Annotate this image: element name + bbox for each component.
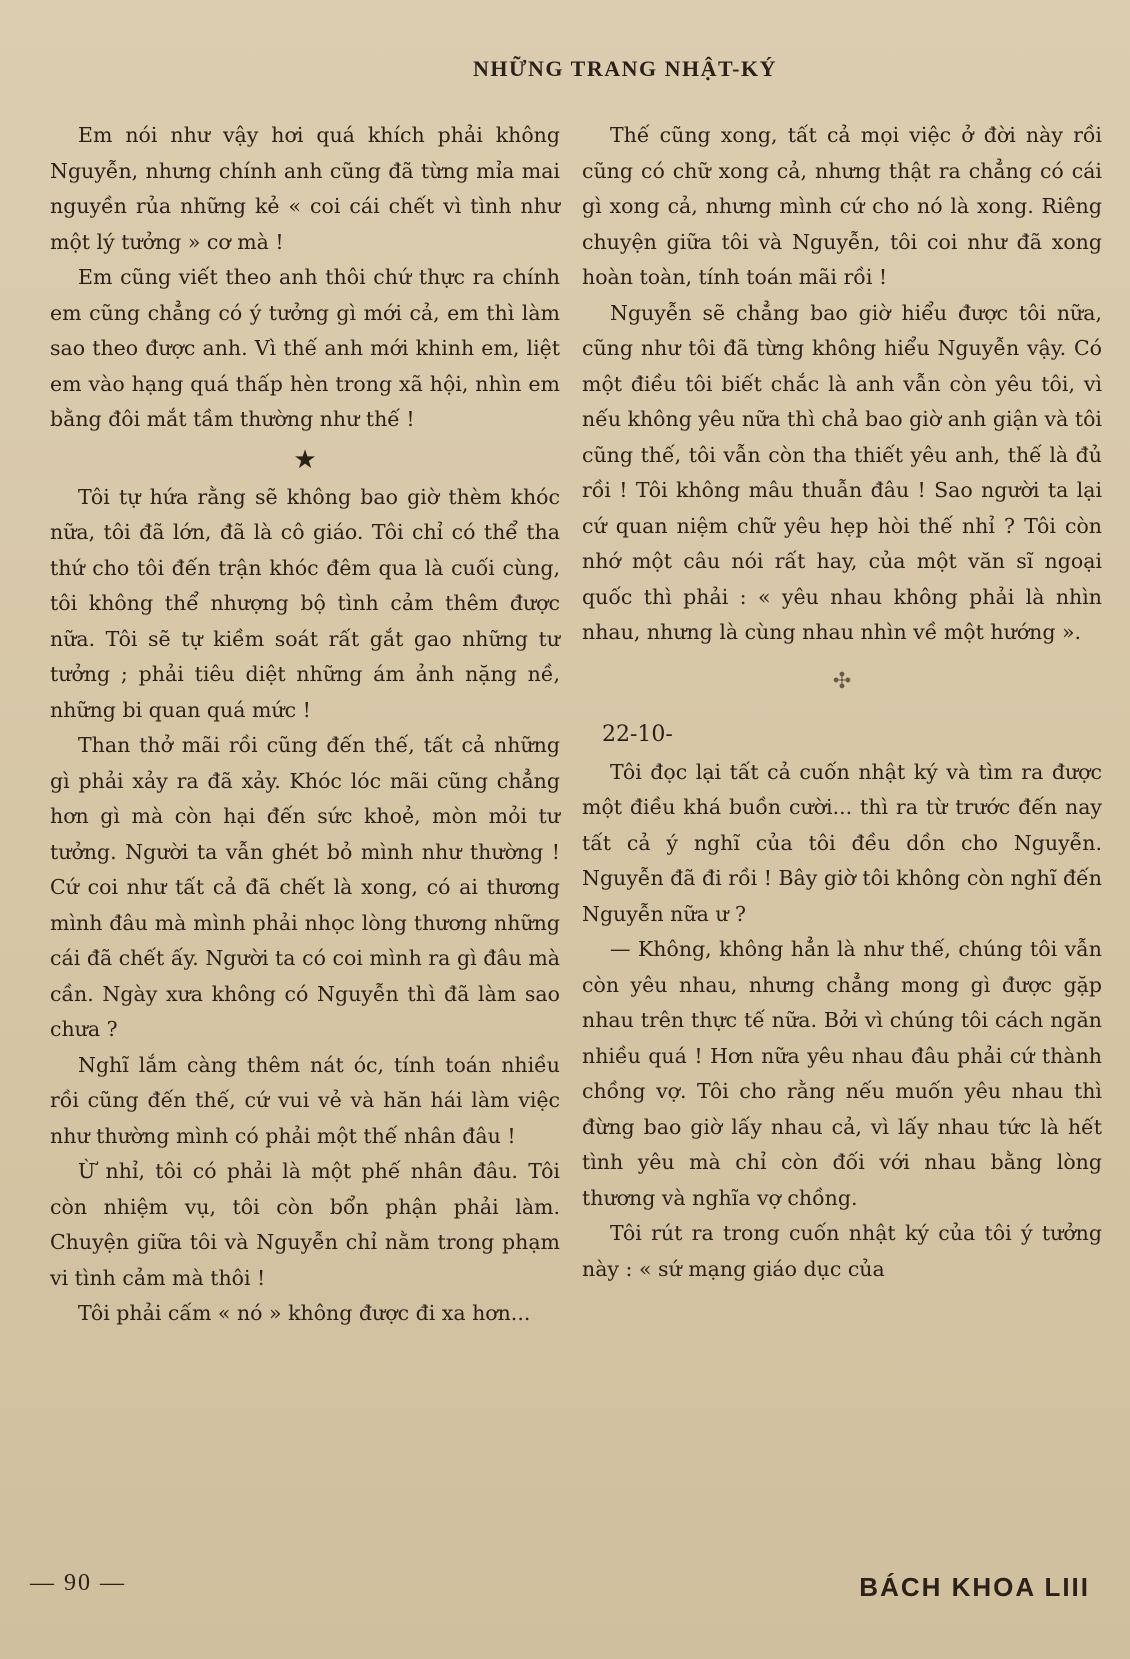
- paragraph: Tôi rút ra trong cuốn nhật ký của tôi ý tưởng này : « sứ mạng giáo dục của: [582, 1221, 1102, 1281]
- left-column: [50, 118, 560, 1332]
- paragraph: Em cũng viết theo anh thôi chứ thực ra chính em cũng chẳng có ý tưởng gì mới cả, em thì làm sao theo được anh. Vì thế anh mới khinh em, liệt em vào hạng quá thấp hèn trong xã hội, nhìn em bằng đôi mắt tầm thường như thế !: [50, 265, 560, 431]
- right-paragraphs-b: [582, 755, 1102, 1288]
- paragraph: Nguyễn sẽ chẳng bao giờ hiểu được tôi nữa, cũng như tôi đã từng không hiểu Nguyễn vậy. Có một điều tôi biết chắc là anh vẫn còn yêu tôi, vì nếu không yêu nữa thì chả bao giờ anh giận và tôi cũng thế, tôi vẫn còn tha thiết yêu anh, thế là đủ rồi ! Tôi không mâu thuẫn đâu ! Sao người ta lại cứ quan niệm chữ yêu hẹp hòi thế nhỉ ? Tôi còn nhớ một câu nói rất hay, của một văn sĩ ngoại quốc thì phải : « yêu nhau không phải là nhìn nhau, nhưng là cùng nhau nhìn về một hướng ».: [582, 300, 1102, 644]
- page-header: NHỮNG TRANG NHẬT-KÝ: [473, 56, 777, 81]
- paragraph: Ừ nhỉ, tôi có phải là một phế nhân đâu. Tôi còn nhiệm vụ, tôi còn bổn phận phải làm. Chuyện giữa tôi và Nguyễn chỉ nằm trong phạm vi tình cảm mà thôi !: [50, 1159, 560, 1290]
- paragraph: — Không, không hẳn là như thế, chúng tôi vẫn còn yêu nhau, nhưng chẳng mong gì được gặp nhau trên thực tế nữa. Bởi vì chúng tôi cách ngăn nhiều quá ! Hơn nữa yêu nhau đâu phải cứ thành chồng vợ. Tôi cho rằng nếu muốn yêu nhau thì đừng bao giờ lấy nhau cả, vì lấy nhau tức là hết tình yêu mà chỉ còn đối với nhau bằng lòng thương và nghĩa vợ chồng.: [582, 937, 1102, 1210]
- flower-separator-icon: ✣: [832, 668, 852, 694]
- right-column: [582, 118, 1102, 1287]
- paragraph: Than thở mãi rồi cũng đến thế, tất cả những gì phải xảy ra đã xảy. Khóc lóc mãi cũng chẳng hơn gì mà còn hại đến sức khoẻ, mòn mỏi tư tưởng. Người ta vẫn ghét bỏ mình như thường ! Cứ coi như tất cả đã chết là xong, có ai thương mình đâu mà mình phải nhọc lòng thương những cái đã chết ấy. Người ta có coi mình ra gì đâu mà cần. Ngày xưa không có Nguyễn thì đã làm sao chưa ?: [50, 733, 560, 1041]
- paragraph: Nghĩ lắm càng thêm nát óc, tính toán nhiều rồi cũng đến thế, cứ vui vẻ và hăn hái làm việc như thường mình có phải một thế nhân đâu !: [50, 1052, 560, 1148]
- paragraph: Tôi đọc lại tất cả cuốn nhật ký và tìm ra được một điều khá buồn cười... thì ra từ trước đến nay tất cả ý nghĩ của tôi đều dồn cho Nguyễn. Nguyễn đã đi rồi ! Bây giờ tôi không còn nghĩ đến Nguyễn nữa ư ?: [582, 759, 1102, 926]
- paragraph: Tôi tự hứa rằng sẽ không bao giờ thèm khóc nữa, tôi đã lớn, đã là cô giáo. Tôi chỉ có thể tha thứ cho tôi đến trận khóc đêm qua là cuối cùng, tôi không thể nhượng bộ tình cảm thêm được nữa. Tôi sẽ tự kiềm soát rất gắt gao những tư tưởng ; phải tiêu diệt những ám ảnh nặng nề, những bi quan quá mức !: [50, 484, 560, 722]
- left-paragraphs-a: [50, 118, 560, 438]
- right-paragraphs-a: [582, 118, 1102, 651]
- paragraph: Em nói như vậy hơi quá khích phải không Nguyễn, nhưng chính anh cũng đã từng mỉa mai nguyền rủa những kẻ « coi cái chết vì tình như một lý tưởng » cơ mà !: [50, 123, 560, 254]
- paragraph: Tôi phải cấm « nó » không được đi xa hơn...: [78, 1301, 531, 1325]
- paragraph: Thế cũng xong, tất cả mọi việc ở đời này rồi cũng có chữ xong cả, nhưng thật ra chẳng có cái gì xong cả, nhưng mình cứ cho nó là xong. Riêng chuyện giữa tôi và Nguyễn, tôi coi như đã xong hoàn toàn, tính toán mãi rồi !: [582, 123, 1102, 289]
- star-separator-icon: ★: [293, 444, 317, 475]
- left-paragraphs-b: [50, 480, 560, 1332]
- magazine-name: BÁCH KHOA LIII: [859, 1572, 1090, 1602]
- page-number: — 90 —: [30, 1570, 126, 1596]
- entry-date: 22-10-: [602, 721, 673, 747]
